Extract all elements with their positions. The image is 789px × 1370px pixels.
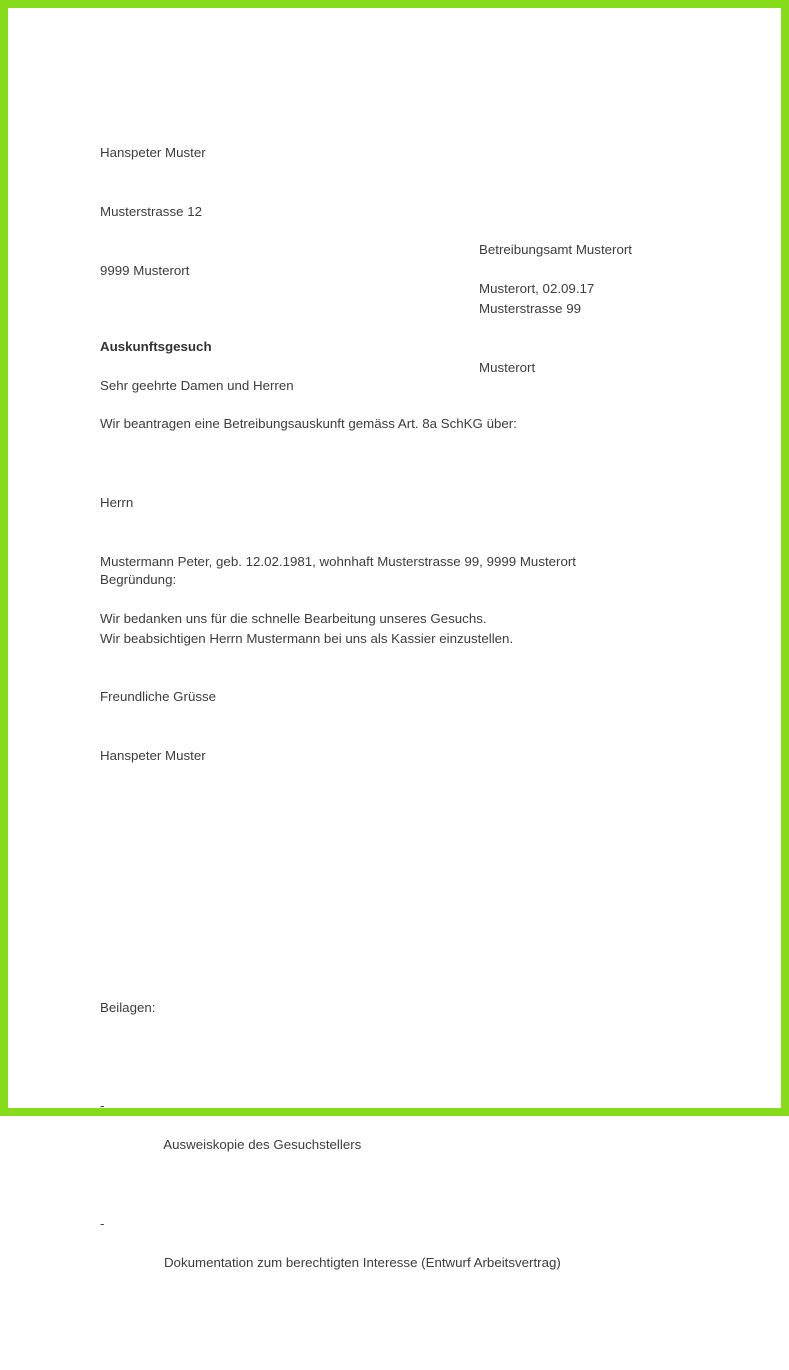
recipient-organization: Betreibungsamt Musterort: [479, 242, 632, 258]
sender-name: Hanspeter Muster: [100, 145, 206, 161]
attachment-item: [100, 1096, 561, 1174]
attachment-item: [100, 1214, 561, 1292]
closing-greeting: Freundliche Grüsse: [100, 689, 217, 704]
sender-street: Musterstrasse 12: [100, 203, 202, 219]
request-statement: Wir beantragen eine Betreibungsauskunft gemäss Art. 8a SchKG über:: [100, 416, 517, 431]
attachments-block: [100, 959, 561, 1370]
bullet-dash-icon: -: [100, 1098, 105, 1114]
person-details: Mustermann Peter, geb. 12.02.1981, wohnhaft Musterstrasse 99, 9999 Musterort: [100, 553, 576, 569]
reason-text: Wir beabsichtigen Herrn Mustermann bei uns als Kassier einzustellen.: [100, 630, 514, 646]
salutation: Sehr geehrte Damen und Herren: [100, 378, 294, 393]
sender-city: 9999 Musterort: [100, 262, 190, 278]
signature-name: Hanspeter Muster: [100, 748, 206, 763]
recipient-address-block: [479, 201, 632, 417]
recipient-street: Musterstrasse 99: [479, 300, 581, 316]
attachment-item-label: Dokumentation zum berechtigten Interesse (Entwurf Arbeitsvertrag): [163, 1254, 561, 1270]
attachments-list: [100, 1057, 561, 1331]
attachment-item-label: Ausweiskopie des Gesuchstellers: [163, 1137, 362, 1153]
attachments-label: Beilagen:: [100, 1000, 156, 1016]
letter-sheet: [8, 8, 781, 1270]
recipient-city: Musterort: [479, 359, 536, 375]
reason-label: Begründung:: [100, 572, 177, 588]
person-salutation: Herrn: [100, 495, 134, 511]
sender-address-block: [100, 104, 206, 320]
bullet-dash-icon: -: [100, 1215, 105, 1231]
place-and-date: Musterort, 02.09.17: [479, 281, 595, 296]
thanks-statement: Wir bedanken uns für die schnelle Bearbeitung unseres Gesuchs.: [100, 611, 487, 626]
subject-line: Auskunftsgesuch: [100, 339, 212, 354]
